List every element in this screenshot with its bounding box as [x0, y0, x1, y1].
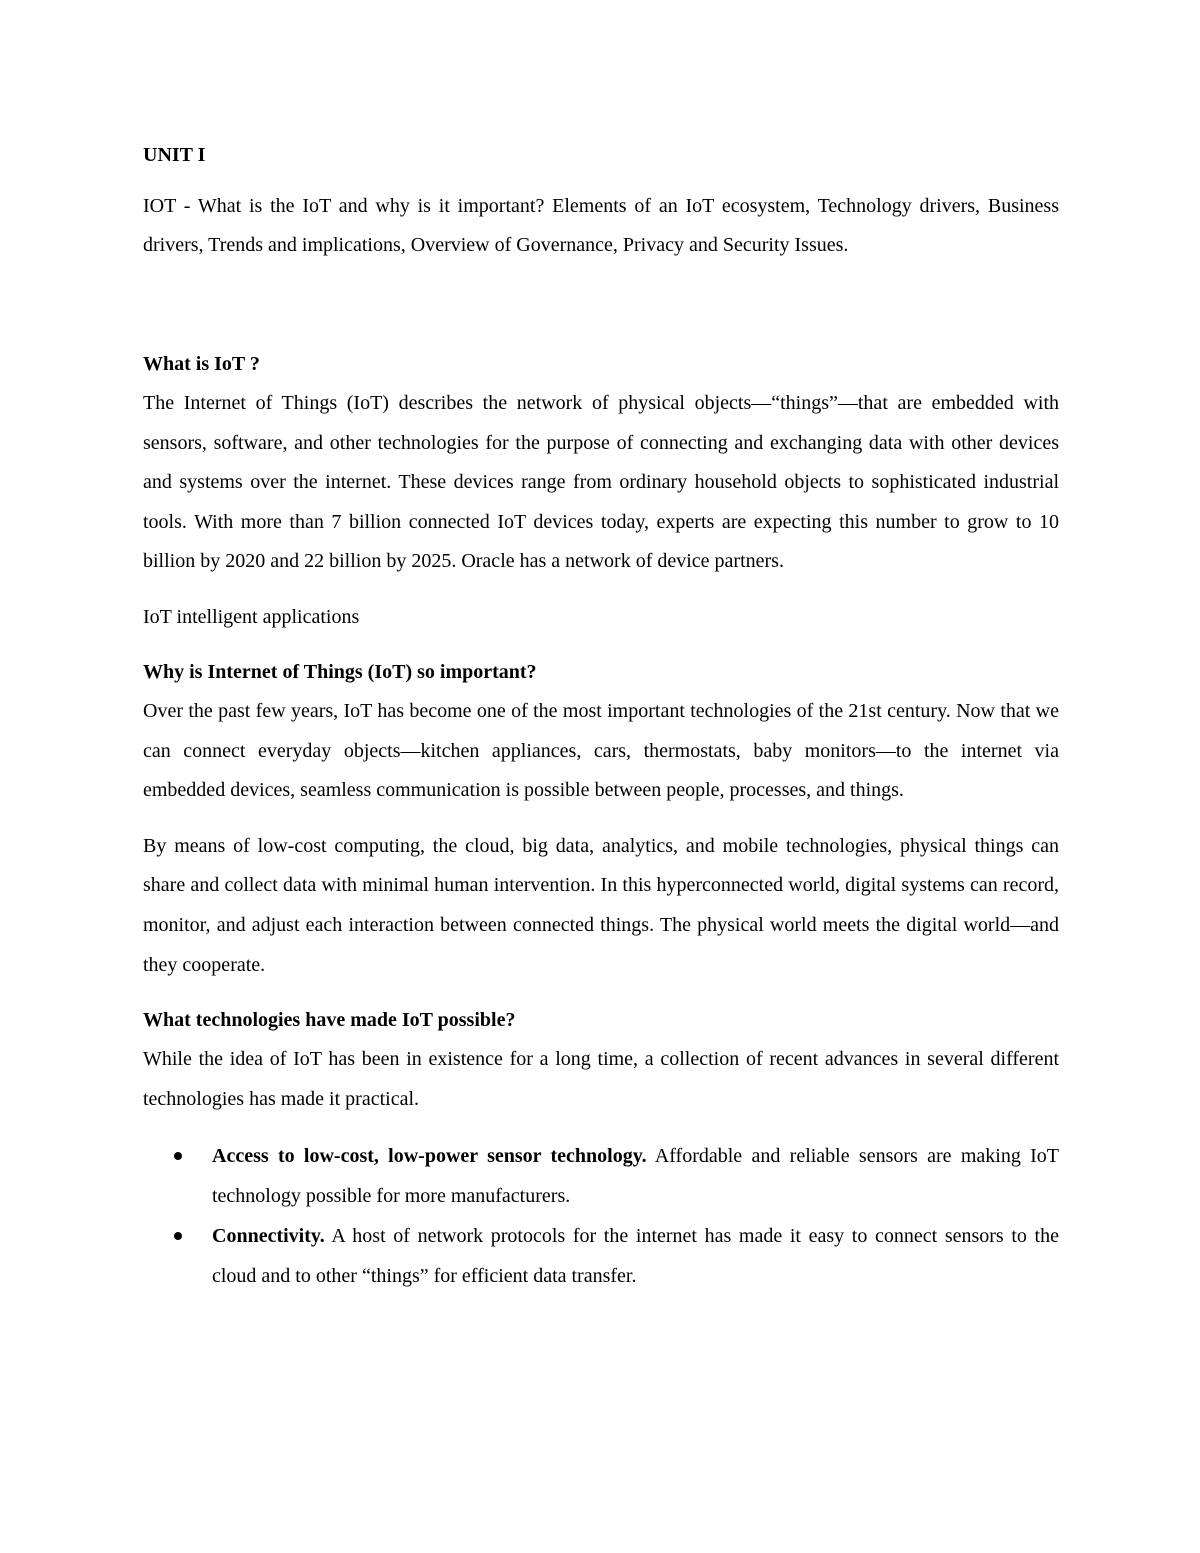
intelligent-applications-text: IoT intelligent applications: [143, 605, 360, 628]
spacer: [143, 985, 1059, 1000]
spacer: [143, 1119, 1059, 1136]
syllabus-paragraph: IOT - What is the IoT and why is it important? Elements of an IoT ecosystem, Technology drivers, Business drivers, Trends and implications, Overview of Governance, Privacy and Security Issues.: [143, 195, 1059, 256]
document-page: [143, 140, 1059, 1296]
spacer: [143, 582, 1059, 598]
spacer: [143, 265, 1059, 344]
why-important-paragraph-1: Over the past few years, IoT has become one of the most important technologies of the 21st century. Now that we can connect everyday objects—kitchen appliances, cars, thermostats, baby monitors—to the internet via embedded devices, seamless communication is possible between people, processes, and things.: [143, 699, 1059, 802]
what-is-iot-heading: What is IoT ?: [143, 353, 260, 375]
bullet-dot-icon: [174, 1152, 182, 1160]
bullet-title: Access to low-cost, low-power sensor technology.: [212, 1145, 647, 1168]
why-important-heading: Why is Internet of Things (IoT) so important?: [143, 660, 537, 683]
technologies-heading: What technologies have made IoT possible?: [143, 1009, 516, 1032]
unit-title: UNIT I: [143, 144, 206, 166]
bullet-dot-icon: [174, 1232, 182, 1240]
bullet-item-connectivity: [143, 1216, 1059, 1296]
technologies-bullet-list: [143, 1136, 1059, 1296]
bullet-title: Connectivity.: [212, 1225, 325, 1248]
bullet-text: A host of network protocols for the internet has made it easy to connect sensors to the cloud and to other “things” for efficient data transfer.: [212, 1225, 1059, 1288]
bullet-text: Affordable and reliable sensors are making IoT technology possible for more manufacturers.: [212, 1145, 1059, 1208]
spacer: [143, 811, 1059, 827]
why-important-paragraph-2: By means of low-cost computing, the cloud, big data, analytics, and mobile technologies, physical things can share and collect data with minimal human intervention. In this hyperconnected world, digital systems can record, monitor, and adjust each interaction between connected things. The physical world meets the digital world—and they cooperate.: [143, 834, 1059, 976]
what-is-iot-paragraph: The Internet of Things (IoT) describes the network of physical objects—“things”—that are embedded with sensors, software, and other technologies for the purpose of connecting and exchanging data with other devices and systems over the internet. These devices range from ordinary household objects to sophisticated industrial tools. With more than 7 billion connected IoT devices today, experts are expecting this number to grow to 10 billion by 2020 and 22 billion by 2025. Oracle has a network of device partners.: [143, 392, 1059, 573]
bullet-item-sensors: [143, 1136, 1059, 1216]
bullet-body: [212, 1216, 1059, 1296]
bullet-body: [212, 1136, 1059, 1216]
spacer: [143, 637, 1059, 652]
technologies-paragraph: While the idea of IoT has been in existence for a long time, a collection of recent advances in several different technologies has made it practical.: [143, 1048, 1059, 1110]
